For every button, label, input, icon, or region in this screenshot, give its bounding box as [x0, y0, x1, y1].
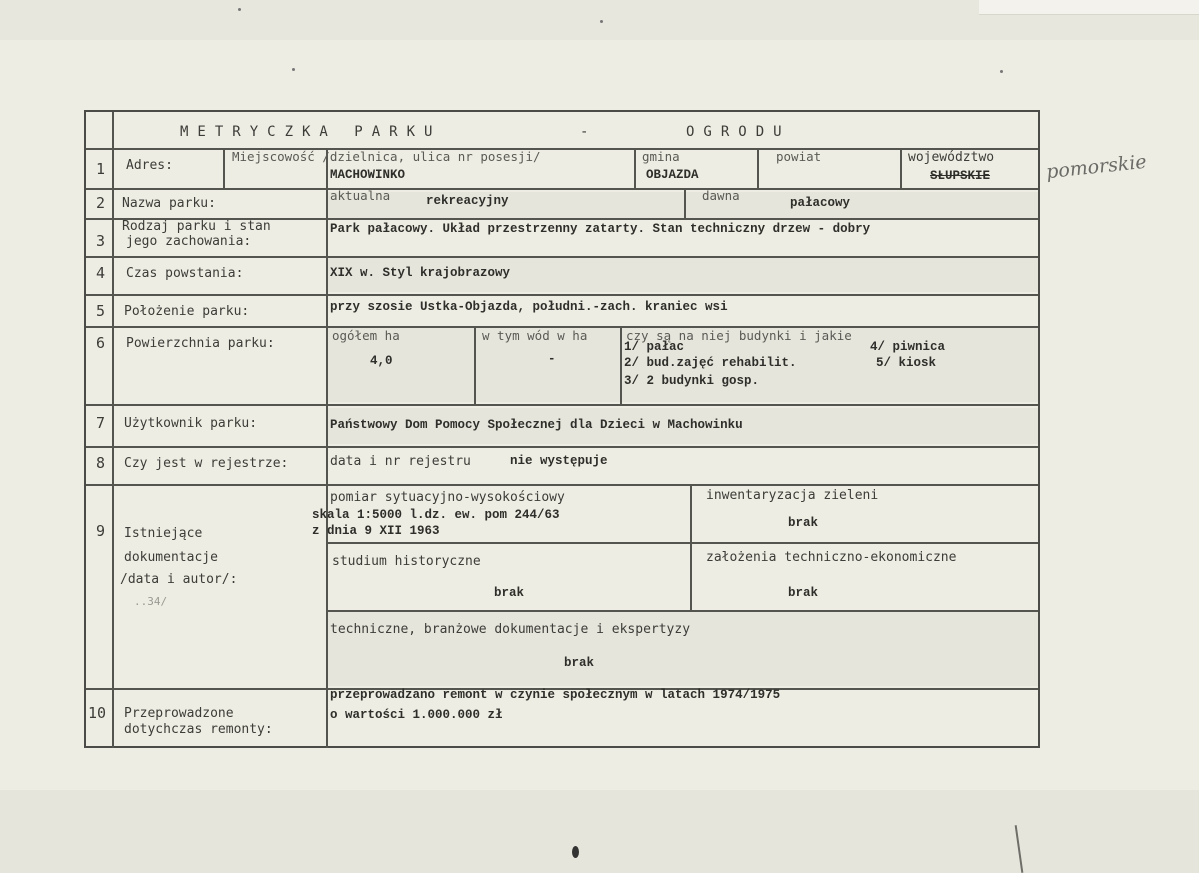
gmina-caption: gmina: [642, 149, 680, 164]
rule: [86, 188, 1038, 190]
buildings-caption: czy są na niej budynki i jakie: [626, 328, 852, 343]
rule: [757, 148, 759, 188]
history-value: brak: [494, 586, 525, 600]
row-number: 4: [96, 264, 106, 282]
register-value: nie występuje: [510, 454, 608, 468]
speck: [600, 20, 603, 23]
location-value: przy szosie Ustka-Objazda, południ.-zach. kraniec wsi: [330, 300, 728, 314]
repairs-value-2: o wartości 1.000.000 zł: [330, 708, 503, 722]
greenery-caption: inwentaryzacja zieleni: [706, 488, 879, 503]
paper-tab: [979, 0, 1199, 15]
park-type-label-2: jego zachowania:: [126, 234, 252, 249]
tech-econ-caption: założenia techniczno-ekonomiczne: [706, 550, 957, 565]
row-number: 10: [88, 704, 107, 722]
area-label: Powierzchnia parku:: [126, 336, 275, 351]
greenery-value: brak: [788, 516, 819, 530]
rule: [86, 404, 1038, 406]
rule: [86, 294, 1038, 296]
history-caption: studium historyczne: [332, 554, 481, 569]
survey-caption: pomiar sytuacyjno-wysokościowy: [330, 490, 565, 505]
rule: [86, 446, 1038, 448]
repairs-label-1: Przeprowadzone: [124, 706, 234, 721]
rule: [112, 112, 114, 748]
total-area-value: 4,0: [370, 354, 393, 368]
former-name-value: pałacowy: [790, 196, 851, 210]
user-label: Użytkownik parku:: [124, 416, 258, 431]
row-number: 1: [96, 160, 106, 178]
park-type-label-1: Rodzaj parku i stan: [122, 219, 271, 234]
user-value: Państwowy Dom Pomocy Społecznej dla Dzieci w Machowinku: [330, 418, 743, 432]
former-name-caption: dawna: [702, 188, 740, 203]
row-number: 3: [96, 232, 106, 250]
creation-time-value: XIX w. Styl krajobrazowy: [330, 266, 511, 280]
register-label: Czy jest w rejestrze:: [124, 456, 289, 471]
current-name-value: rekreacyjny: [426, 194, 509, 208]
rule: [326, 542, 1038, 544]
location-label: Położenie parku:: [124, 304, 250, 319]
row-number: 6: [96, 334, 106, 352]
park-name-label: Nazwa parku:: [122, 196, 216, 211]
creation-time-label: Czas powstania:: [126, 266, 244, 281]
survey-line-1: skala 1:5000 l.dz. ew. pom 244/63: [312, 508, 560, 522]
total-area-caption: ogółem ha: [332, 328, 400, 343]
technical-docs-value: brak: [564, 656, 595, 670]
building-5: 5/ kiosk: [876, 356, 937, 370]
building-2: 2/ bud.zajęć rehabilit.: [624, 356, 797, 370]
locality-value: MACHOWINKO: [330, 168, 406, 182]
form-title-left: METRYCZKA PARKU: [180, 124, 442, 140]
docs-label-2: dokumentacje: [124, 550, 218, 565]
survey-line-2: z dnia 9 XII 1963: [312, 524, 440, 538]
water-area-value: -: [548, 352, 556, 366]
rule: [223, 148, 225, 188]
technical-docs-caption: techniczne, branżowe dokumentacje i ekspertyzy: [330, 622, 691, 637]
rule: [86, 484, 1038, 486]
rule: [326, 610, 1038, 612]
register-caption: data i nr rejestru: [330, 454, 471, 469]
building-3: 3/ 2 budynki gosp.: [624, 374, 760, 388]
voivodeship-caption: województwo: [908, 150, 995, 165]
speck: [292, 68, 295, 71]
powiat-caption: powiat: [776, 149, 822, 164]
park-record-form: [84, 110, 1040, 748]
row-number: 8: [96, 454, 106, 472]
form-title-dash: -: [580, 124, 598, 140]
row-number: 9: [96, 522, 106, 540]
docs-label-3: /data i autor/:: [120, 572, 238, 587]
locality-caption: Miejscowość /dzielnica, ulica nr posesji/: [232, 149, 541, 164]
faint-note: ..34/: [134, 595, 168, 608]
rule: [620, 326, 622, 404]
current-name-caption: aktualna: [330, 188, 391, 203]
tech-econ-value: brak: [788, 586, 819, 600]
rule: [474, 326, 476, 404]
gmina-value: OBJAZDA: [646, 168, 699, 182]
rule: [690, 484, 692, 610]
building-1: 1/ pałac: [624, 340, 685, 354]
row-number: 2: [96, 194, 106, 212]
rule: [86, 256, 1038, 258]
handwritten-voivodeship: pomorskie: [1045, 150, 1148, 184]
rule: [684, 188, 686, 218]
speck: [238, 8, 241, 11]
repairs-value-1: przeprowadzano remont w czynie społecznym w latach 1974/1975: [330, 688, 781, 702]
building-4: 4/ piwnica: [870, 340, 946, 354]
rule: [634, 148, 636, 188]
rule: [326, 148, 328, 748]
voivodeship-value: SŁUPSKIE: [930, 169, 991, 183]
row-number: 5: [96, 302, 106, 320]
water-area-caption: w tym wód w ha: [482, 328, 588, 343]
address-label: Adres:: [126, 158, 173, 173]
speck: [1000, 70, 1003, 73]
park-type-value: Park pałacowy. Układ przestrzenny zatarty. Stan techniczny drzew - dobry: [330, 222, 871, 236]
ink-blot: [572, 846, 579, 858]
docs-label-1: Istniejące: [124, 526, 203, 541]
rule: [900, 148, 902, 188]
form-title-right: OGRODU: [686, 124, 791, 140]
repairs-label-2: dotychczas remonty:: [124, 722, 273, 737]
row-number: 7: [96, 414, 106, 432]
rule: [86, 148, 1038, 150]
